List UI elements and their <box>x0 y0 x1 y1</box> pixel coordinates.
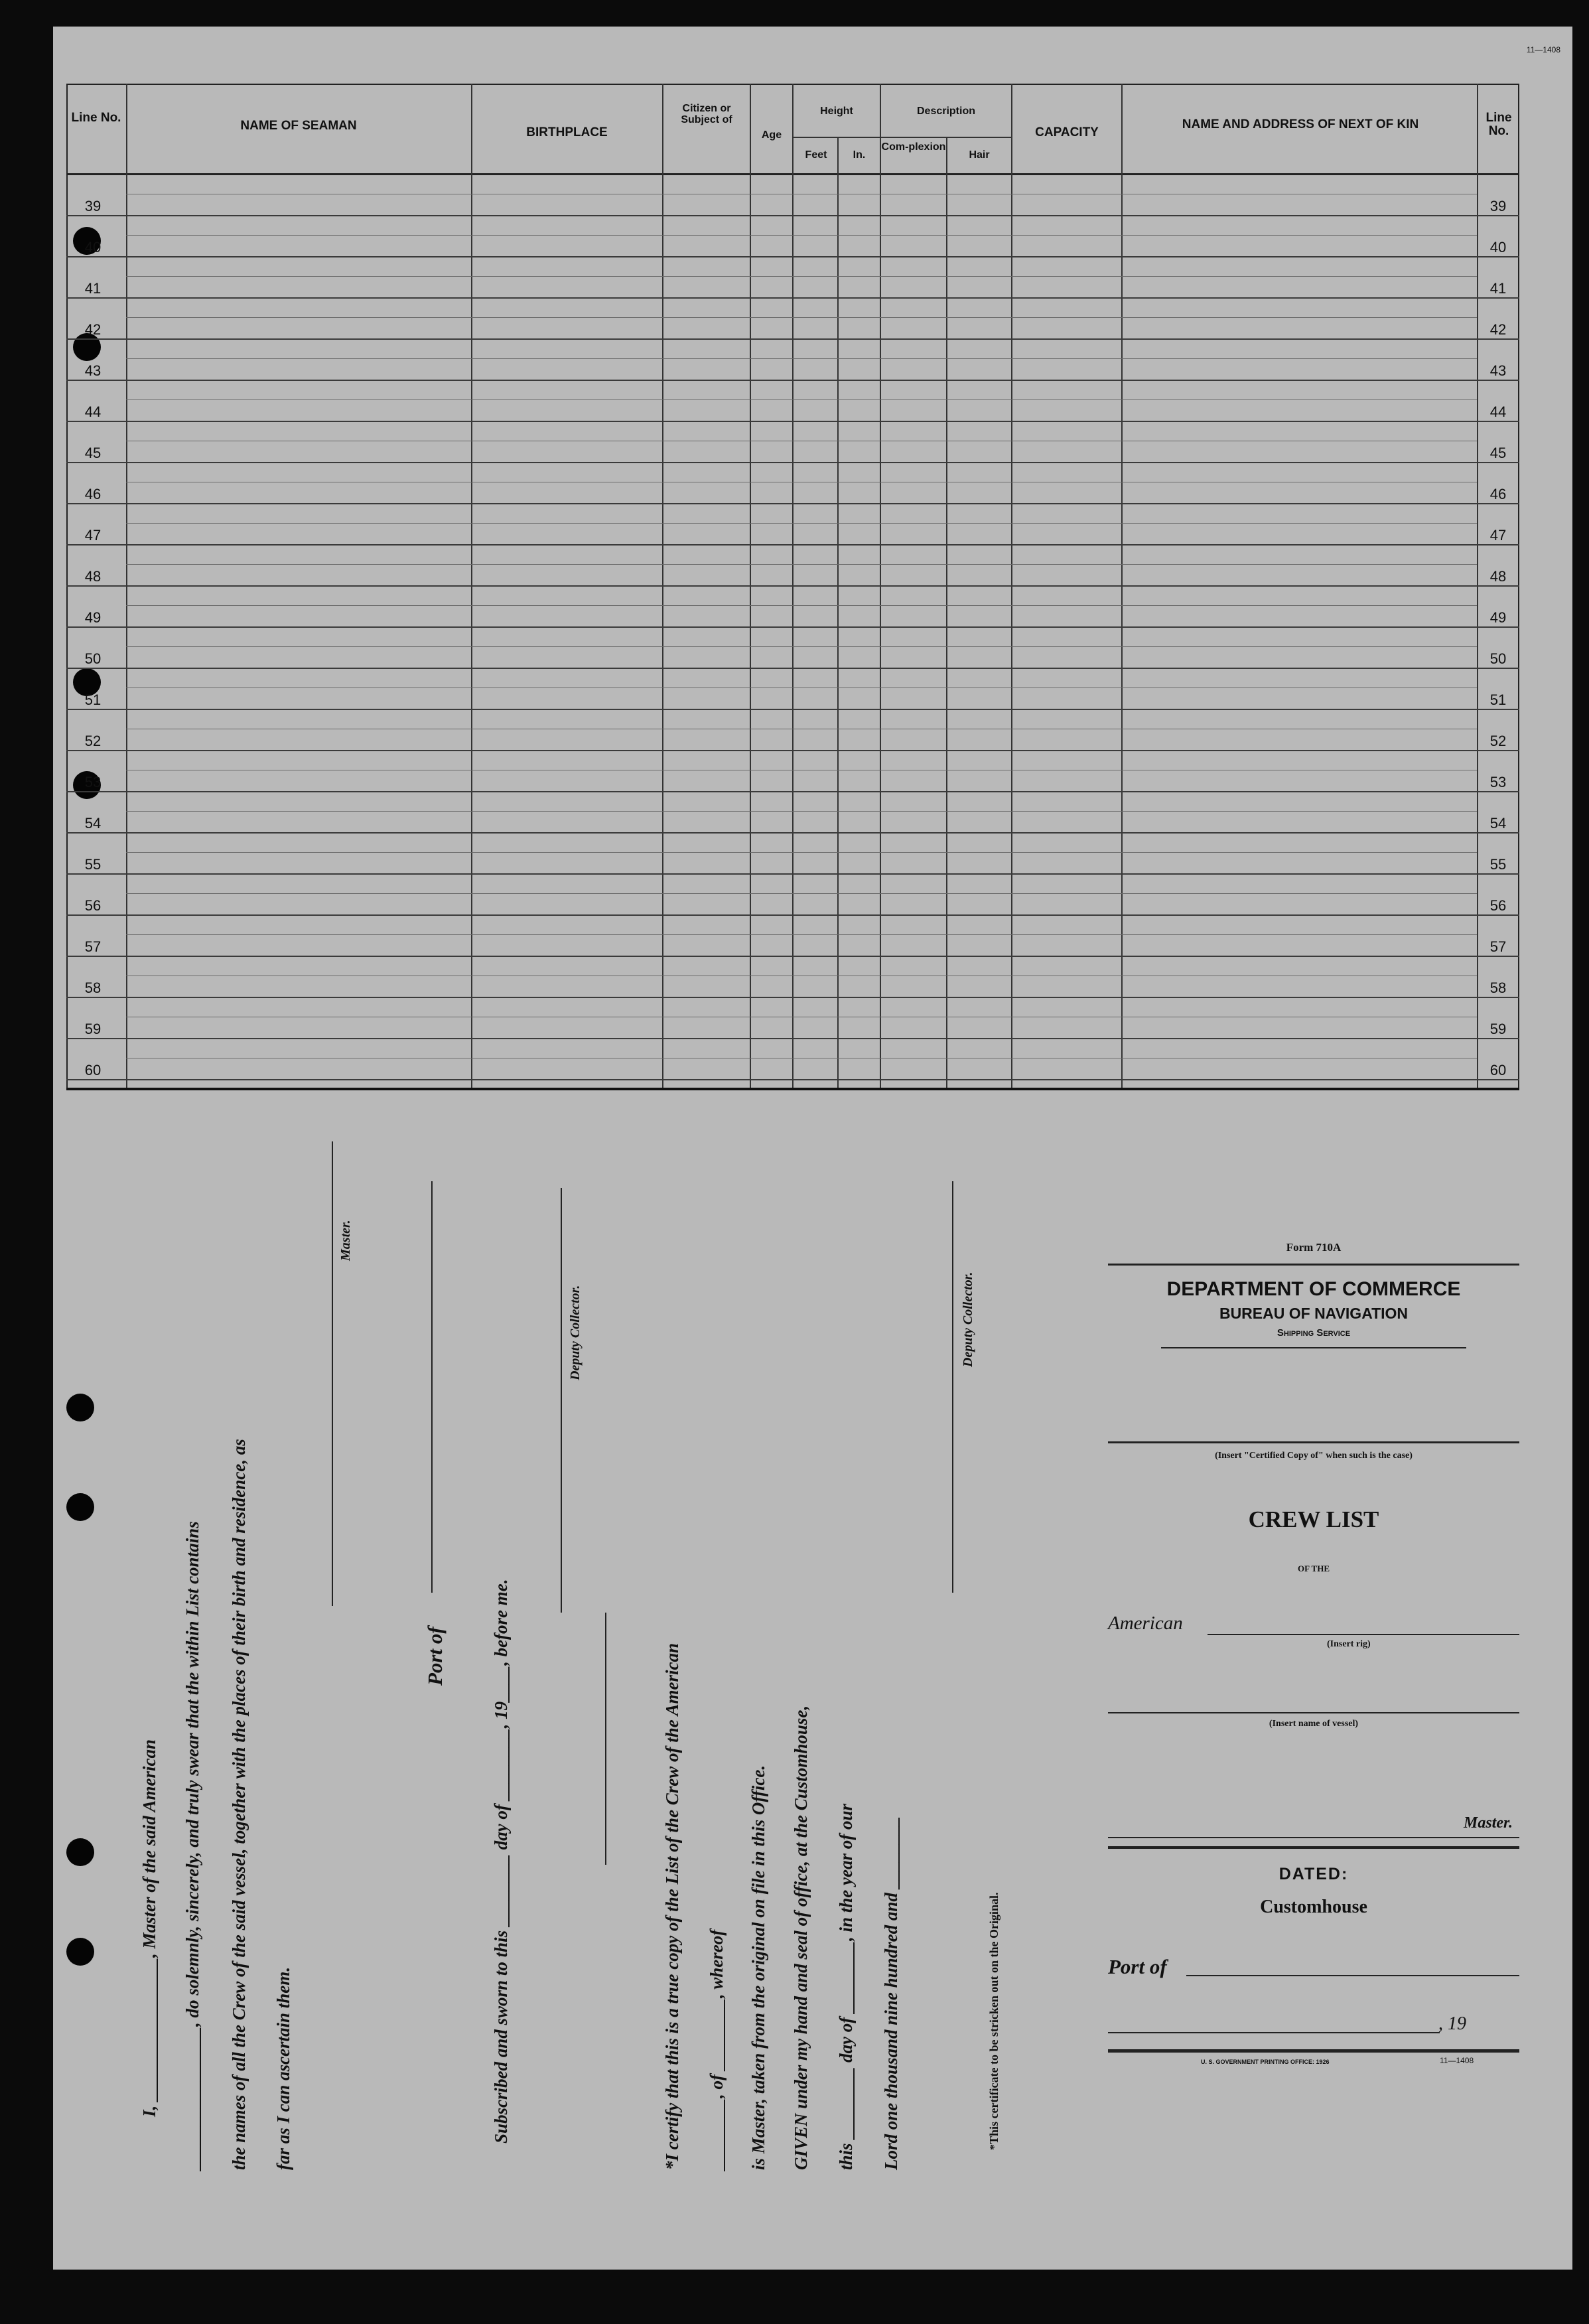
oath-line-4: far as I can ascertain them. <box>273 1966 293 2170</box>
row-number-right: 57 <box>1489 938 1507 955</box>
row-number-right: 50 <box>1489 650 1507 667</box>
panel-thick-rule <box>1108 1846 1519 1849</box>
department-title: DEPARTMENT OF COMMERCE <box>1166 1278 1461 1300</box>
row-line <box>66 1079 1519 1080</box>
row-number-left: 48 <box>84 568 102 585</box>
row-number-left: 50 <box>84 650 102 667</box>
oath-line-1: I, ________________, Master of the said American <box>139 1739 159 2117</box>
row-number-right: 58 <box>1489 980 1507 996</box>
row-number-right: 53 <box>1489 774 1507 790</box>
panel-rule <box>1161 1347 1466 1348</box>
oath-line-2: ________________, do solemnly, sincerely, and truly swear that the within List contains <box>182 1521 202 2170</box>
row-line <box>66 873 1519 875</box>
header-line-no-right: Line No. <box>1485 111 1512 138</box>
row-guide-line <box>126 317 1477 318</box>
row-number-right: 44 <box>1489 403 1507 420</box>
certify-line-5: this ________ day of ________, in the year of our <box>836 1803 856 2170</box>
header-age: Age <box>761 129 782 141</box>
page-number: 11—1408 <box>1526 45 1560 54</box>
insert-line <box>1108 1441 1519 1443</box>
panel-bottom-rule <box>1108 2049 1519 2053</box>
row-guide-line <box>126 811 1477 812</box>
row-number-left: 57 <box>84 938 102 955</box>
row-number-right: 60 <box>1489 1062 1507 1078</box>
port-line <box>1186 1975 1519 1976</box>
header-capacity: CAPACITY <box>1035 125 1099 139</box>
column-divider <box>946 137 947 1090</box>
row-number-left: 39 <box>84 198 102 214</box>
header-line-no: Line No. <box>71 111 121 125</box>
row-number-right: 42 <box>1489 321 1507 338</box>
row-line <box>66 503 1519 504</box>
row-number-right: 45 <box>1489 445 1507 461</box>
certify-line-1: *I certify that this is a true copy of the List of the Crew of the American <box>662 1643 682 2170</box>
header-subdivider <box>794 137 1012 138</box>
row-guide-line <box>126 523 1477 524</box>
row-number-right: 46 <box>1489 486 1507 502</box>
subscribed-sworn: Subscribed and sworn to this ________ day of ________, 19____, before me. <box>491 1579 511 2143</box>
document-page <box>53 27 1572 2270</box>
row-number-right: 49 <box>1489 609 1507 626</box>
table-bottom-line <box>66 1088 1519 1090</box>
row-guide-line <box>126 646 1477 647</box>
master-label-panel: Master. <box>1463 1814 1513 1832</box>
row-number-left: 46 <box>84 486 102 502</box>
crew-table <box>66 84 1519 1090</box>
row-number-left: 49 <box>84 609 102 626</box>
form-number: Form 710A <box>1286 1241 1342 1254</box>
row-number-left: 56 <box>84 897 102 914</box>
column-divider <box>837 137 839 1090</box>
deputy-collector-1: Deputy Collector. <box>568 1285 583 1380</box>
row-number-left: 58 <box>84 980 102 996</box>
crew-list-cover-panel <box>1108 1241 1519 2097</box>
row-guide-line <box>126 893 1477 894</box>
row-number-left: 41 <box>84 280 102 297</box>
row-number-left: 44 <box>84 403 102 420</box>
vessel-line <box>1108 1712 1519 1713</box>
row-number-right: 39 <box>1489 198 1507 214</box>
american-label: American <box>1108 1613 1183 1634</box>
row-number-left: 54 <box>84 815 102 832</box>
row-number-left: 51 <box>84 691 102 708</box>
oath-line-3: the names of all the Crew of the said vessel, together with the places of their birth and residence, as <box>229 1439 249 2170</box>
row-number-right: 51 <box>1489 691 1507 708</box>
row-guide-line <box>126 399 1477 400</box>
certify-line-4: GIVEN under my hand and seal of office, at the Customhouse, <box>791 1705 811 2170</box>
header-citizen: Citizen or Subject of <box>681 103 732 125</box>
row-line <box>66 832 1519 834</box>
row-line <box>66 709 1519 710</box>
bureau-title: BUREAU OF NAVIGATION <box>1219 1305 1409 1322</box>
row-guide-line <box>126 605 1477 606</box>
row-guide-line <box>126 358 1477 359</box>
row-line <box>66 338 1519 340</box>
row-line <box>66 462 1519 463</box>
row-number-left: 43 <box>84 362 102 379</box>
column-divider <box>1518 84 1519 1090</box>
certify-line-3: is Master, taken from the original on file in this Office. <box>748 1765 768 2170</box>
header-hair: Hair <box>969 149 990 161</box>
header-description: Description <box>916 106 975 117</box>
header-feet: Feet <box>805 149 827 161</box>
row-line <box>66 215 1519 216</box>
master-label: Master. <box>338 1220 353 1261</box>
insert-vessel: (Insert name of vessel) <box>1269 1719 1359 1729</box>
row-line <box>66 997 1519 998</box>
punch-hole <box>66 1394 94 1421</box>
row-line <box>66 914 1519 916</box>
row-number-left: 52 <box>84 733 102 749</box>
row-number-left: 55 <box>84 856 102 873</box>
header-birthplace: BIRTHPLACE <box>526 125 608 139</box>
deputy-signature-line-1 <box>561 1188 562 1613</box>
port-of-line <box>431 1181 433 1593</box>
row-number-left: 47 <box>84 527 102 544</box>
row-number-right: 48 <box>1489 568 1507 585</box>
header-complexion: Com-plexion <box>881 141 946 153</box>
header-height: Height <box>820 106 853 117</box>
row-line <box>66 791 1519 792</box>
row-number-left: 60 <box>84 1062 102 1078</box>
certify-line-2: ________, of ________, whereof <box>707 1929 726 2170</box>
port-of-label: Port of <box>423 1627 447 1686</box>
row-number-left: 45 <box>84 445 102 461</box>
row-line <box>66 668 1519 669</box>
port-of-panel: Port of <box>1108 1955 1167 1978</box>
punch-hole <box>66 1493 94 1521</box>
header-name: NAME OF SEAMAN <box>240 119 357 133</box>
row-line <box>66 585 1519 587</box>
rig-line <box>1208 1634 1519 1635</box>
panel-form-number: 11—1408 <box>1440 2056 1474 2065</box>
row-number-right: 54 <box>1489 815 1507 832</box>
row-number-right: 55 <box>1489 856 1507 873</box>
certificate-footnote: *This certificate to be stricken out on the Original. <box>987 1892 1001 2150</box>
row-line <box>66 256 1519 257</box>
row-number-right: 59 <box>1489 1021 1507 1037</box>
dated-label: DATED: <box>1278 1865 1349 1883</box>
row-line <box>66 297 1519 299</box>
customhouse-label: Customhouse <box>1260 1897 1367 1917</box>
crew-list-title: CREW LIST <box>1248 1506 1379 1532</box>
row-number-left: 53 <box>84 774 102 790</box>
row-line <box>66 956 1519 957</box>
row-guide-line <box>126 276 1477 277</box>
row-number-right: 43 <box>1489 362 1507 379</box>
seal-line <box>605 1613 606 1865</box>
deputy-signature-line-2 <box>952 1181 953 1593</box>
row-guide-line <box>126 235 1477 236</box>
row-number-left: 40 <box>84 239 102 255</box>
header-inches: In. <box>853 149 866 161</box>
panel-rule <box>1108 1264 1519 1266</box>
service-title: Shipping Service <box>1277 1327 1351 1339</box>
row-number-right: 47 <box>1489 527 1507 544</box>
row-line <box>66 1038 1519 1039</box>
punch-hole <box>66 1838 94 1866</box>
row-number-right: 52 <box>1489 733 1507 749</box>
master-signature-line <box>332 1141 333 1606</box>
row-line <box>66 626 1519 628</box>
master-line <box>1108 1837 1519 1838</box>
row-number-left: 59 <box>84 1021 102 1037</box>
row-number-right: 41 <box>1489 280 1507 297</box>
row-guide-line <box>126 852 1477 853</box>
year-label: , 19 <box>1438 2013 1466 2034</box>
row-number-right: 40 <box>1489 239 1507 255</box>
row-number-left: 42 <box>84 321 102 338</box>
row-line <box>66 421 1519 422</box>
row-line <box>66 380 1519 381</box>
header-next-of-kin: NAME AND ADDRESS OF NEXT OF KIN <box>1182 117 1419 131</box>
punch-hole <box>66 1938 94 1966</box>
of-the-label: OF THE <box>1297 1563 1330 1573</box>
insert-note: (Insert "Certified Copy of" when such is the case) <box>1215 1451 1413 1461</box>
row-guide-line <box>126 564 1477 565</box>
column-divider <box>66 84 68 1090</box>
row-guide-line <box>126 934 1477 935</box>
row-number-right: 56 <box>1489 897 1507 914</box>
insert-rig: (Insert rig) <box>1327 1639 1371 1649</box>
row-line <box>66 750 1519 751</box>
date-line <box>1108 2032 1440 2033</box>
printing-office: U. S. GOVERNMENT PRINTING OFFICE: 1926 <box>1201 2059 1330 2065</box>
certify-line-6: Lord one thousand nine hundred and ________ <box>881 1816 901 2170</box>
row-line <box>66 544 1519 545</box>
deputy-collector-2: Deputy Collector. <box>961 1271 975 1367</box>
